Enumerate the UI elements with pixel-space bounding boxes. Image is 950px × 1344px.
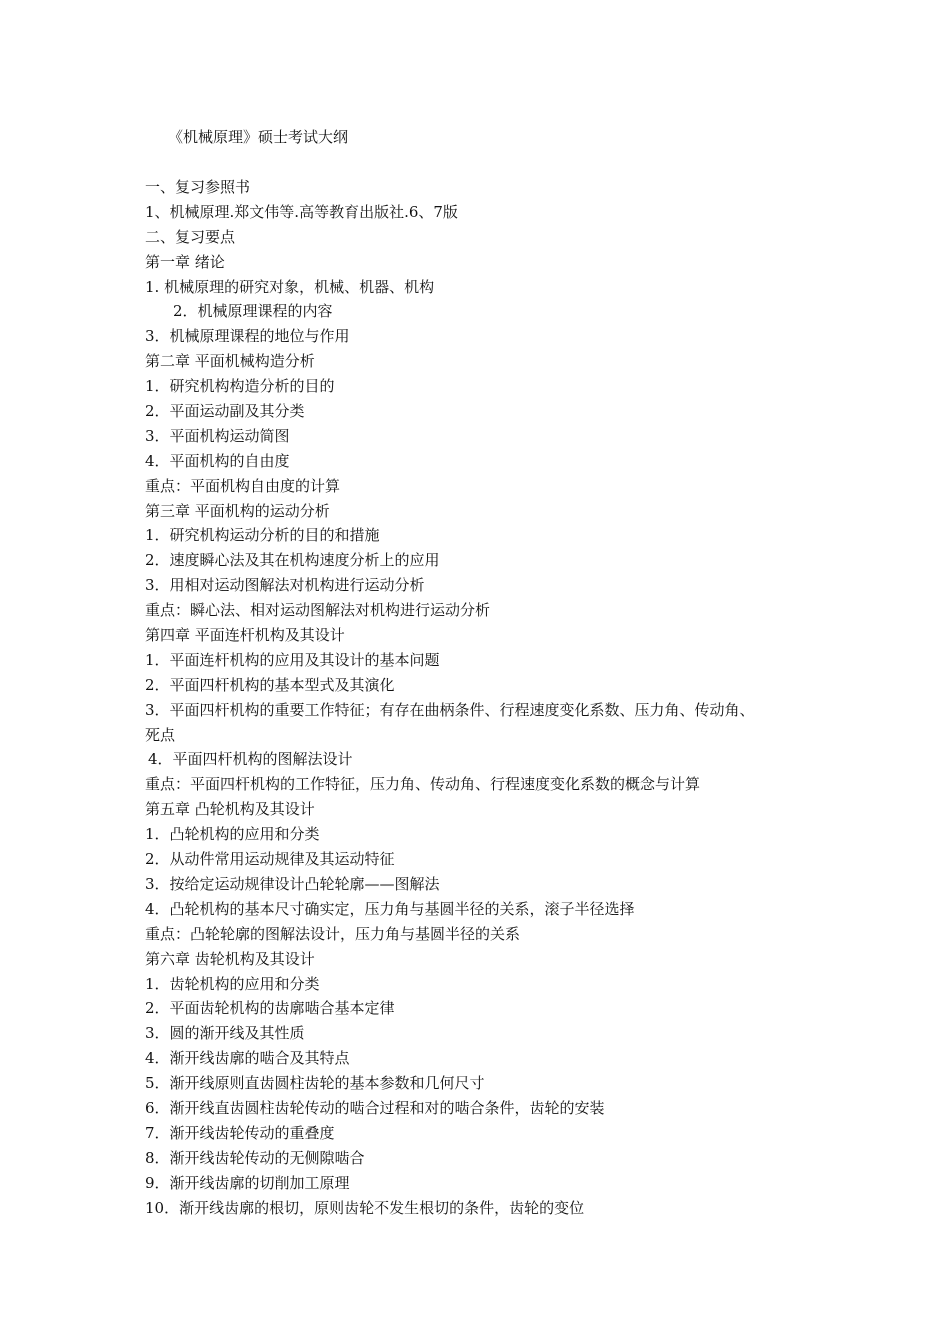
- list-item: 10．渐开线齿廓的根切，原则齿轮不发生根切的条件，齿轮的变位: [145, 1198, 585, 1217]
- list-item: 3．平面四杆机构的重要工作特征；有存在曲柄条件、行程速度变化系数、压力角、传动角、: [145, 700, 755, 719]
- chapter-heading: 第三章 平面机构的运动分析: [145, 501, 330, 520]
- section-heading-references: 一、复习参照书: [145, 178, 251, 196]
- list-item: 3．机械原理课程的地位与作用: [145, 327, 350, 346]
- key-point-note: 重点：凸轮轮廓的图解法设计，压力角与基圆半径的关系: [145, 924, 521, 943]
- chapter-heading: 第一章 绪论: [145, 252, 225, 271]
- key-point-note: 重点：平面机构自由度的计算: [145, 476, 341, 495]
- list-item: 4．凸轮机构的基本尺寸确实定，压力角与基圆半径的关系，滚子半径选择: [145, 899, 635, 918]
- list-item: 3．按给定运动规律设计凸轮轮廓——图解法: [145, 874, 440, 893]
- document-body: [145, 175, 835, 1220]
- chapter-heading: 第四章 平面连杆机构及其设计: [145, 626, 345, 645]
- section-heading-key-points: 二、复习要点: [145, 227, 236, 246]
- list-item: 3．平面机构运动简图: [145, 426, 290, 445]
- list-item-continuation: 死点: [145, 725, 176, 744]
- list-item: 1．齿轮机构的应用和分类: [145, 974, 320, 993]
- list-item: 2．平面四杆机构的基本型式及其演化: [145, 675, 395, 694]
- list-item: 2．平面齿轮机构的齿廓啮合基本定律: [145, 999, 395, 1018]
- reference-item: 1、机械原理.郑文伟等.高等教育出版社.6、7版: [145, 202, 458, 221]
- list-item: 1．平面连杆机构的应用及其设计的基本问题: [145, 650, 440, 669]
- list-item: 8．渐开线齿轮传动的无侧隙啮合: [145, 1148, 365, 1167]
- chapter-heading: 第六章 齿轮机构及其设计: [145, 949, 315, 968]
- key-point-note: 重点：瞬心法、相对运动图解法对机构进行运动分析: [145, 601, 491, 620]
- list-item: 1．研究机构运动分析的目的和措施: [145, 526, 380, 545]
- list-item: 5．渐开线原则直齿圆柱齿轮的基本参数和几何尺寸: [145, 1074, 485, 1093]
- list-item: 4．平面四杆机构的图解法设计: [148, 750, 353, 769]
- list-item: 3．圆的渐开线及其性质: [145, 1024, 305, 1043]
- list-item: 2．速度瞬心法及其在机构速度分析上的应用: [145, 551, 440, 570]
- list-item: 4．渐开线齿廓的啮合及其特点: [145, 1049, 350, 1068]
- document-title: 《机械原理》硕士考试大纲: [168, 128, 349, 146]
- list-item: 4．平面机构的自由度: [145, 451, 290, 470]
- list-item: 2．从动件常用运动规律及其运动特征: [145, 850, 395, 869]
- list-item: 7．渐开线齿轮传动的重叠度: [145, 1123, 335, 1142]
- list-item: 2．平面运动副及其分类: [145, 402, 305, 421]
- list-item: 1．研究机构构造分析的目的: [145, 377, 335, 396]
- list-item: 2．机械原理课程的内容: [173, 302, 333, 321]
- chapter-heading: 第二章 平面机械构造分析: [145, 352, 315, 371]
- list-item: 9．渐开线齿廓的切削加工原理: [145, 1173, 350, 1192]
- chapter-heading: 第五章 凸轮机构及其设计: [145, 800, 315, 819]
- list-item: 1．凸轮机构的应用和分类: [145, 825, 320, 844]
- list-item: 1. 机械原理的研究对象，机械、机器、机构: [145, 277, 435, 296]
- list-item: 6．渐开线直齿圆柱齿轮传动的啮合过程和对的啮合条件，齿轮的安装: [145, 1098, 605, 1117]
- key-point-note: 重点：平面四杆机构的工作特征，压力角、传动角、行程速度变化系数的概念与计算: [145, 775, 701, 794]
- list-item: 3．用相对运动图解法对机构进行运动分析: [145, 576, 425, 595]
